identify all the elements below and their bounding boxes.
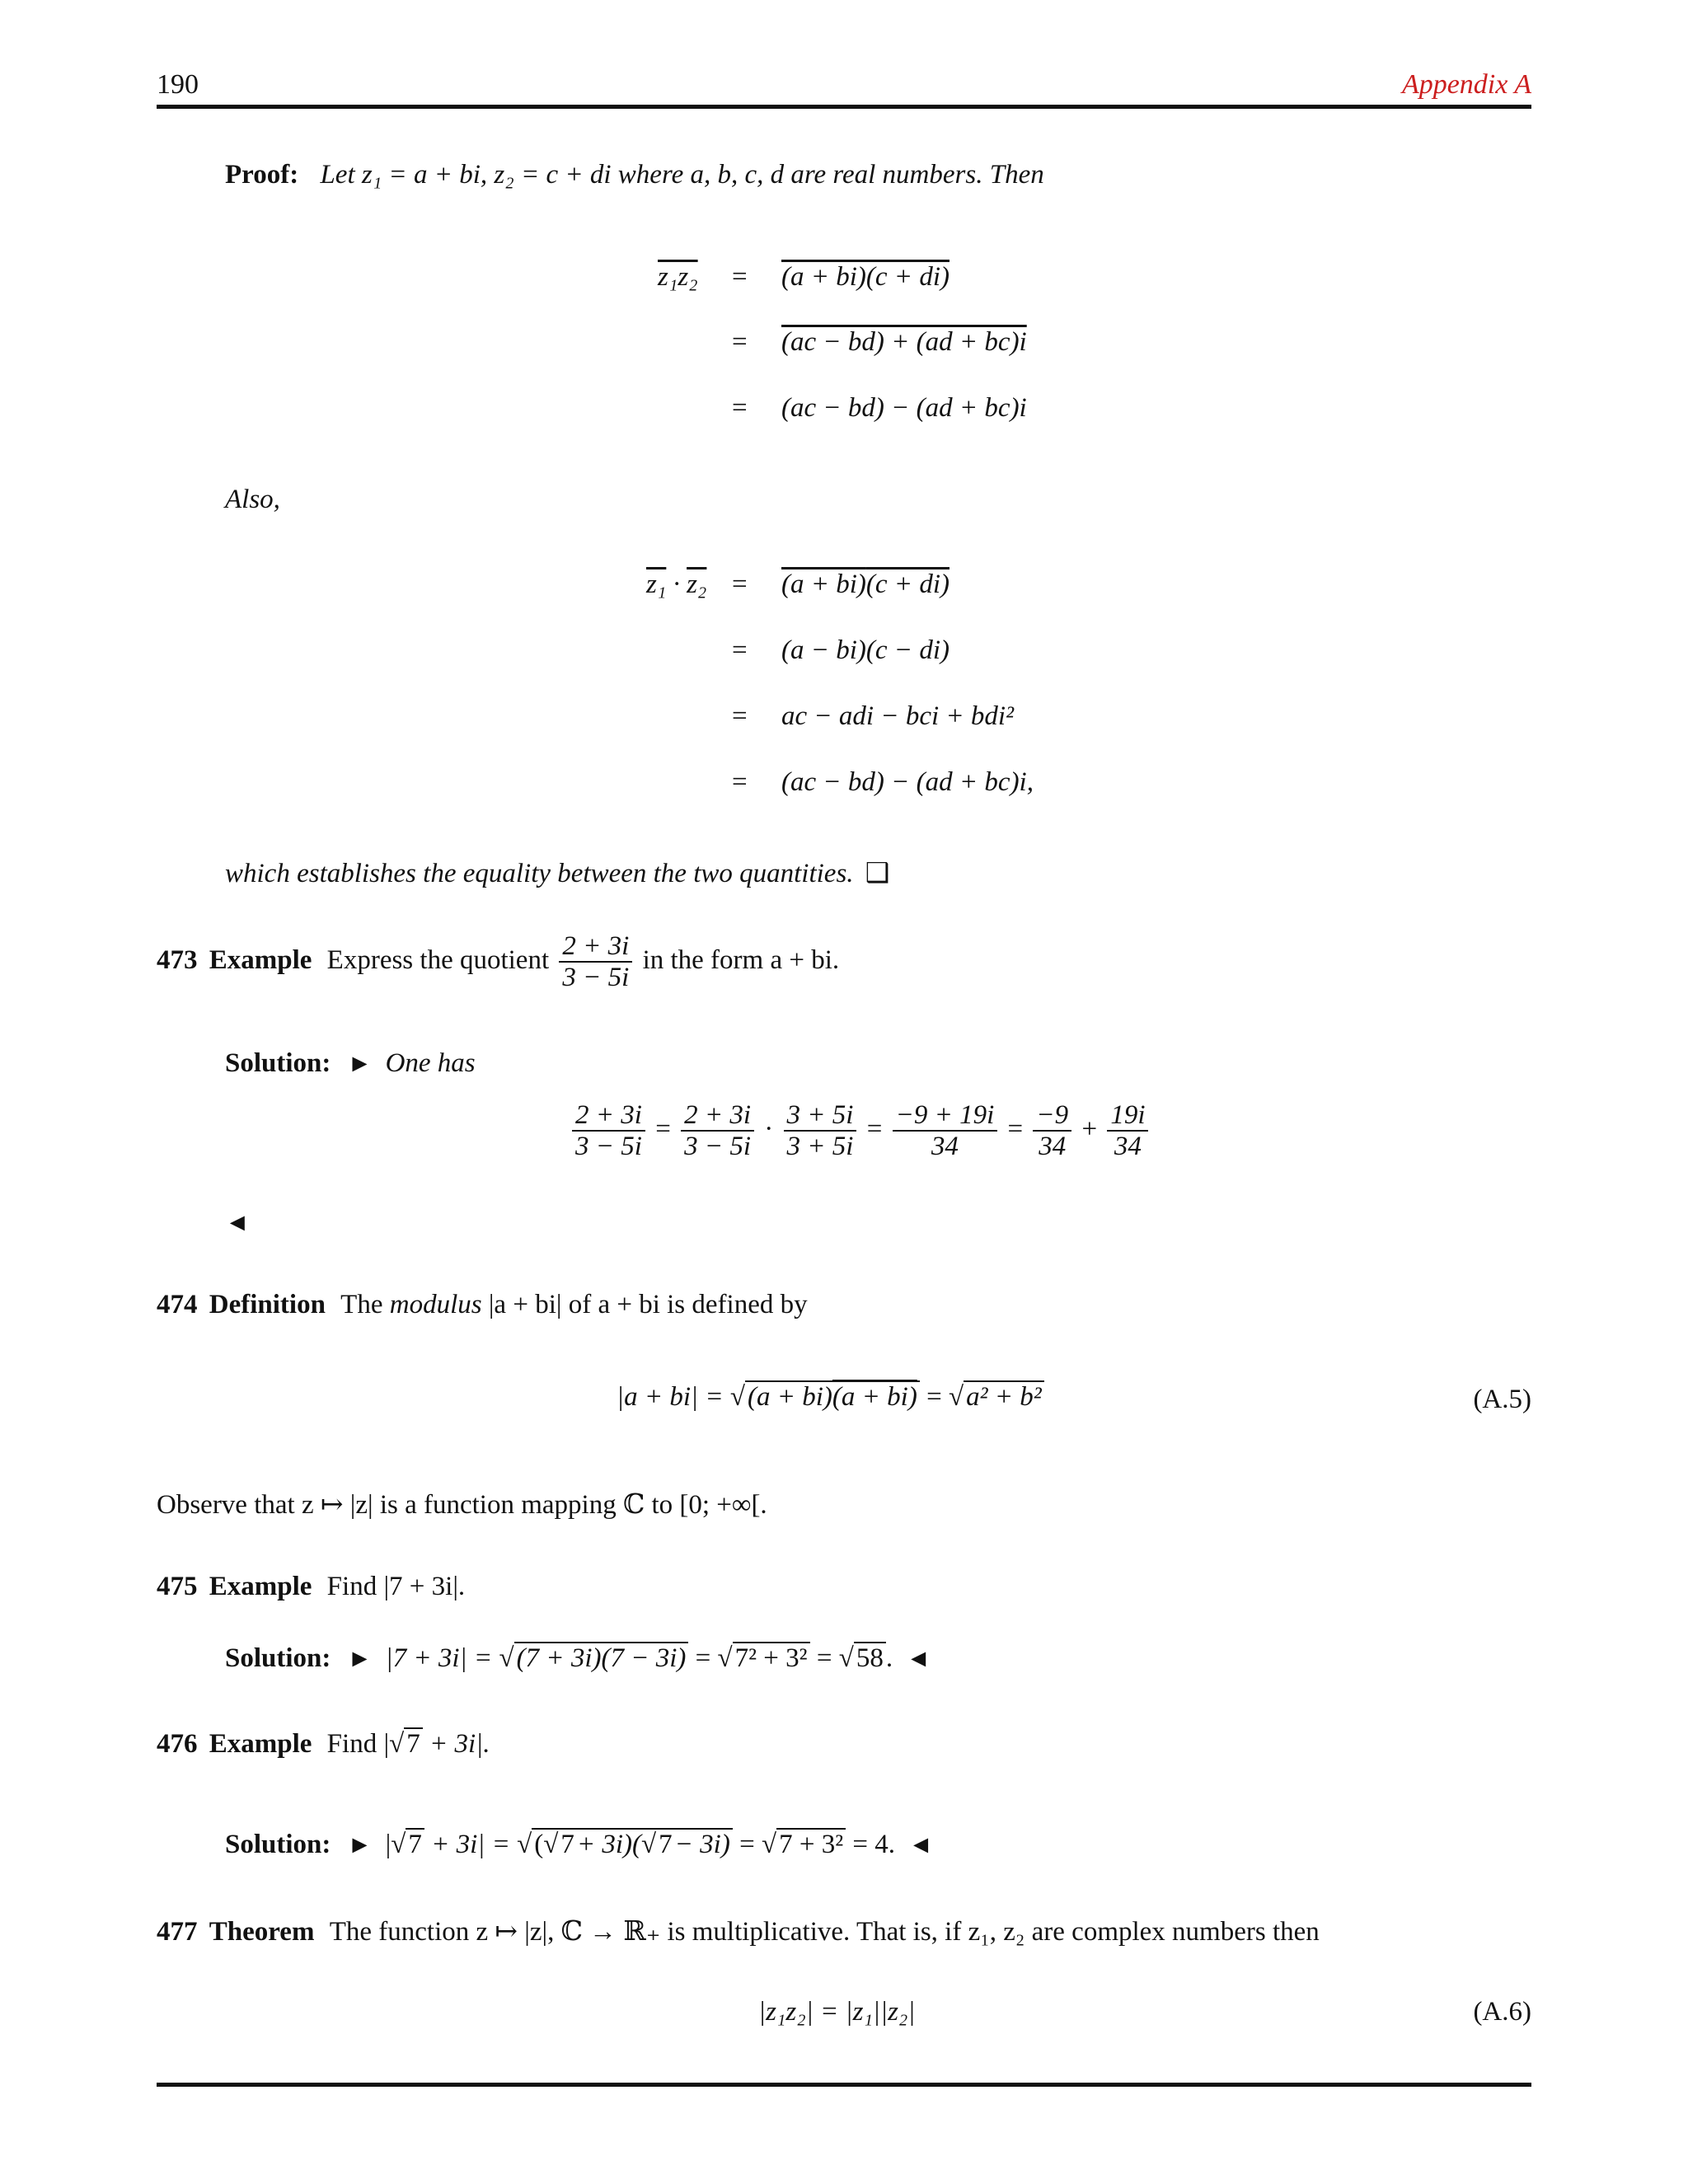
eq1-lhs: z₁z₂ — [658, 262, 698, 292]
equation-number-a6: (A.6) — [1473, 1997, 1531, 2027]
example-476: 476 Example Find |√7 + 3i|. — [157, 1729, 490, 1759]
solution-476: Solution: ► |√7 + 3i| = √(√7+ 3i)(√7− 3i) = √7 + 3² = 4. ◄ — [225, 1830, 933, 1859]
eq1-row-1: (a + bi)(c + di) — [781, 262, 950, 292]
also-text: Also, — [225, 485, 280, 514]
solution-473-equation: $\frac{2 + 3i}{3 - 5i}$ = $\frac{2 + 3i}{3 - 5i}$ · $\frac{3 + 5i}{3 + 5i}$ = $\frac{-9 + 19i}{34}$ = $\frac{-9}{34}$ + $\frac{19i}{34}$ — [569, 1100, 1151, 1162]
proof-conclusion: which establishes the equality between the two quantities. ❑ — [225, 859, 890, 888]
eq1-equals-2: = — [732, 327, 748, 357]
proof-intro: Let z₁ = a + bi, z₂ = c + di where a, b, c, d are real numbers. Then — [320, 160, 1044, 190]
equation-number-a5: (A.5) — [1473, 1385, 1531, 1414]
eq1-row-3: (ac − bd) − (ad + bc)i — [781, 393, 1027, 423]
section-title: Appendix A — [1401, 69, 1531, 100]
eq2-row-2: (a − bi)(c − di) — [781, 635, 950, 665]
eq1-equals-3: = — [732, 393, 748, 423]
triangle-right-icon: ► — [347, 1831, 373, 1858]
page-number: 190 — [157, 69, 199, 100]
eq2-row-1: (a + bi)(c + di) — [781, 569, 950, 599]
multiplicative-equation: |z₁z₂| = |z₁||z₂| — [758, 1997, 916, 2027]
proof-intro-line — [225, 160, 1044, 190]
eq1-equals-1: = — [732, 262, 748, 292]
qed-square: ❑ — [865, 859, 890, 888]
definition-474: 474 Definition The modulus |a + bi| of a + bi is defined by — [157, 1290, 808, 1319]
eq2-equals-2: = — [732, 635, 748, 665]
eq1-row-2: (ac − bd) + (ad + bc)i — [781, 327, 1027, 357]
eq2-equals-3: = — [732, 701, 748, 731]
triangle-right-icon: ► — [347, 1050, 373, 1077]
solution-473-intro: Solution: ► One has — [225, 1048, 476, 1078]
header-rule — [157, 105, 1531, 109]
proof-label: Proof: — [225, 160, 299, 190]
end-of-solution-icon: ◄ — [908, 1831, 933, 1858]
eq2-equals-4: = — [732, 767, 748, 797]
eq2-equals-1: = — [732, 569, 748, 599]
theorem-477: 477 Theorem The function z ↦ |z|, ℂ → ℝ₊ is multiplicative. That is, if z₁, z₂ are complex numbers then — [157, 1917, 1320, 1947]
example-475: 475 Example Find |7 + 3i|. — [157, 1572, 466, 1601]
observe-text: Observe that z ↦ |z| is a function mapping ℂ to [0; +∞[. — [157, 1490, 767, 1520]
modulus-equation: |a + bi| = √(a + bi)(a + bi) = √a² + b² — [617, 1382, 1044, 1413]
solution-475: Solution: ► |7 + 3i| = √(7 + 3i)(7 − 3i) = √7² + 3² = √58. ◄ — [225, 1643, 931, 1673]
end-of-solution-icon: ◄ — [906, 1645, 931, 1672]
end-of-solution-icon: ◄ — [225, 1209, 250, 1236]
footer-rule — [157, 2083, 1531, 2087]
eq2-row-3: ac − adi − bci + bdi² — [781, 701, 1014, 731]
triangle-right-icon: ► — [347, 1645, 373, 1672]
eq2-lhs: z₁ · z₂ — [646, 569, 707, 599]
eq2-row-4: (ac − bd) − (ad + bc)i, — [781, 767, 1034, 797]
example-473: 473 Example Express the quotient $\frac{2 + 3i}{3 - 5i}$ in the form a + bi. — [157, 931, 840, 993]
